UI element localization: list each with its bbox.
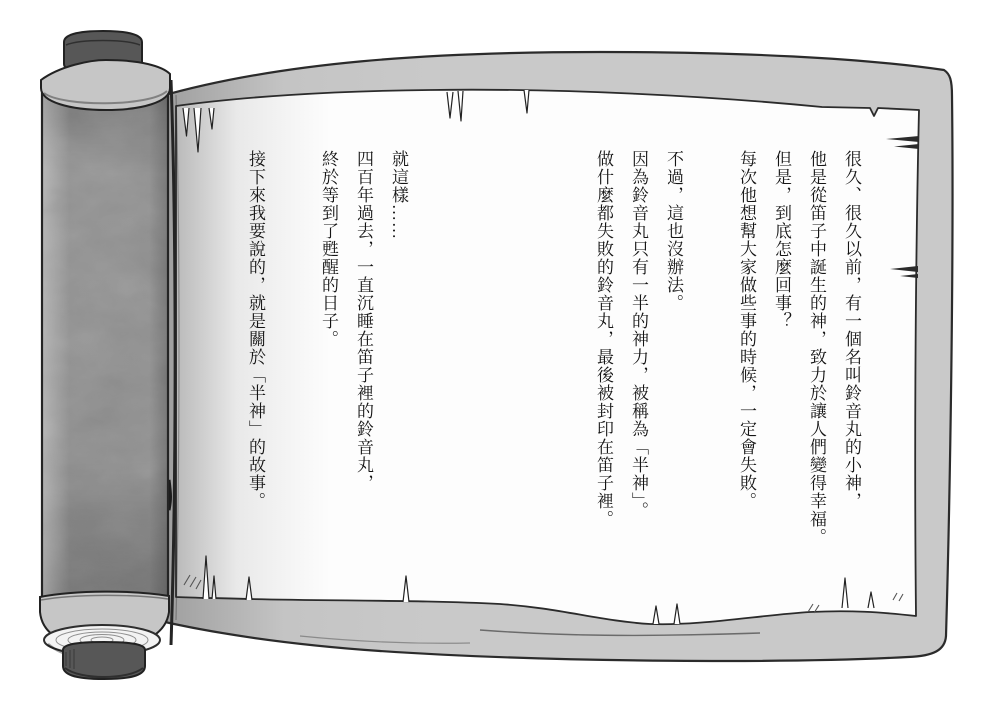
scroll-roll: [40, 31, 172, 679]
scroll-text-area: [238, 150, 869, 580]
text-column-3: 但是，到底怎麼回事？: [772, 150, 791, 330]
text-column-9: 四百年過去，一直沉睡在笛子裡的鈴音丸，: [354, 150, 373, 492]
text-column-2: 他是從笛子中誕生的神，致力於讓人們變得幸福。: [807, 150, 826, 546]
text-column-7: 做什麼都失敗的鈴音丸，最後被封印在笛子裡。: [594, 150, 613, 528]
text-column-11: 接下來我要說的，就是關於「半神」的故事。: [246, 150, 265, 510]
text-column-10: 終於等到了甦醒的日子。: [319, 150, 338, 348]
text-column-5: 不過，這也沒辦法。: [664, 150, 683, 312]
text-column-1: 很久、很久以前，有一個名叫鈴音丸的小神，: [842, 150, 861, 510]
text-column-8: 就這樣……: [389, 150, 408, 240]
text-column-6: 因為鈴音丸只有一半的神力，被稱為「半神」。: [629, 150, 648, 520]
bottom-knob: [63, 642, 145, 679]
top-cap: [41, 60, 170, 110]
text-column-4: 每次他想幫大家做些事的時候，一定會失敗。: [737, 150, 756, 510]
barrel: [40, 78, 172, 612]
